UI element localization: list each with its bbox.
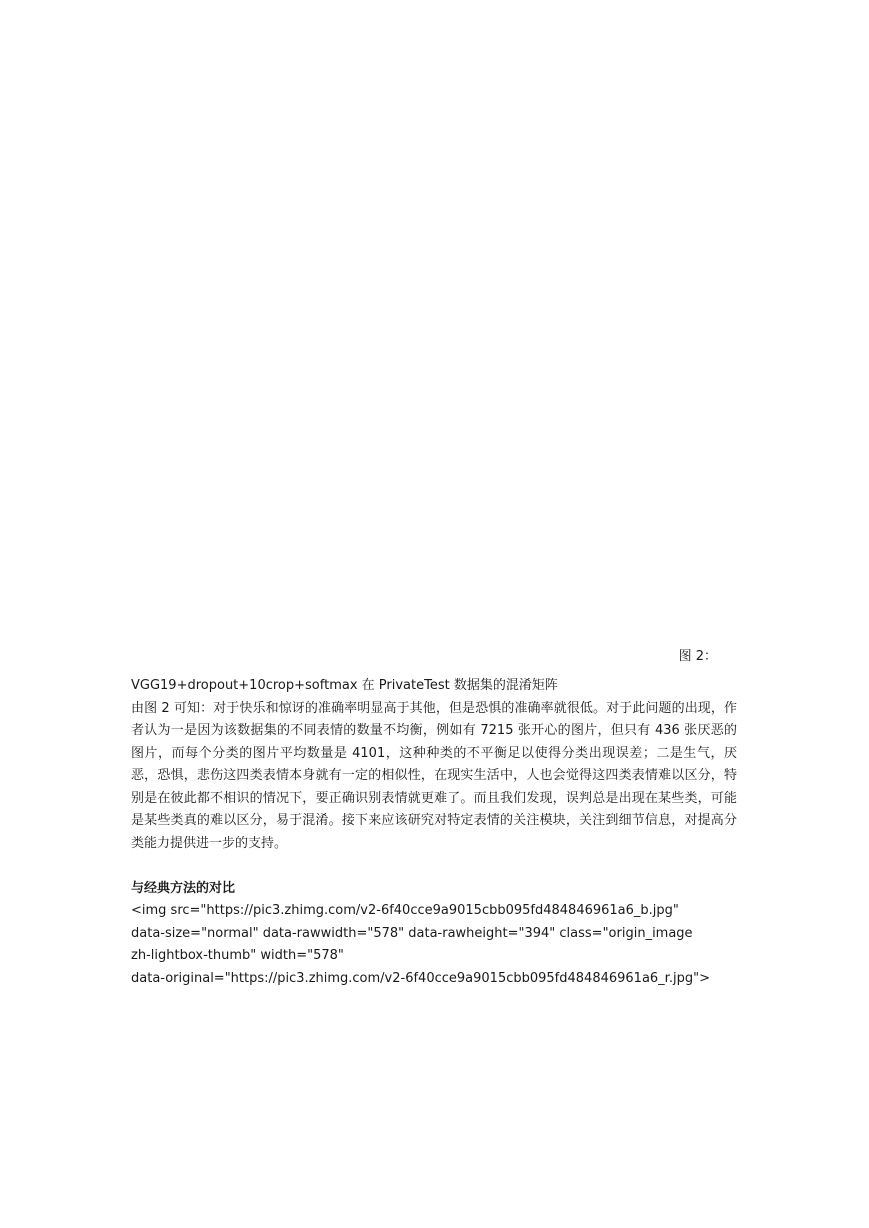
analysis-paragraph: 由图 2 可知：对于快乐和惊讶的准确率明显高于其他，但是恐惧的准确率就很低。对于此问题的出现，作者认为一是因为该数据集的不同表情的数量不均衡，例如有 7215 张开心的图片，但只有 436 张厌恶的图片，而每个分类的图片平均数量是 4101，这种种类的不平衡足以使得分类出现误差；二是生气，厌恶，恐惧，悲伤这四类表情本身就有一定的相似性，在现实生活中，人也会觉得这四类表情难以区分，特别是在彼此都不相识的情况下，要正确识别表情就更难了。而且我们发现，误判总是出现在某些类，可能是某些类真的难以区分，易于混淆。接下来应该研究对特定表情的关注模块，关注到细节信息，对提高分类能力提供进一步的支持。 — [131, 700, 737, 851]
figure-placeholder — [131, 60, 737, 635]
raw-html-line-4: data-original="https://pic3.zhimg.com/v2-6f40cce9a9015cbb095fd484846961a6_r.jpg"> — [131, 970, 710, 986]
document-content — [131, 675, 737, 990]
raw-html-line-3: zh-lightbox-thumb" width="578" — [131, 948, 344, 963]
paragraph-spacer — [131, 855, 737, 878]
raw-html-line-2: data-size="normal" data-rawwidth="578" data-rawheight="394" class="origin_image — [131, 925, 693, 941]
figure-caption: VGG19+dropout+10crop+softmax 在 PrivateTest 数据集的混淆矩阵 — [131, 678, 558, 693]
section-heading: 与经典方法的对比 — [131, 880, 236, 896]
figure-label: 图 2： — [678, 649, 717, 664]
raw-html-line-1: <img src="https://pic3.zhimg.com/v2-6f40cce9a9015cbb095fd484846961a6_b.jpg" — [131, 903, 679, 918]
